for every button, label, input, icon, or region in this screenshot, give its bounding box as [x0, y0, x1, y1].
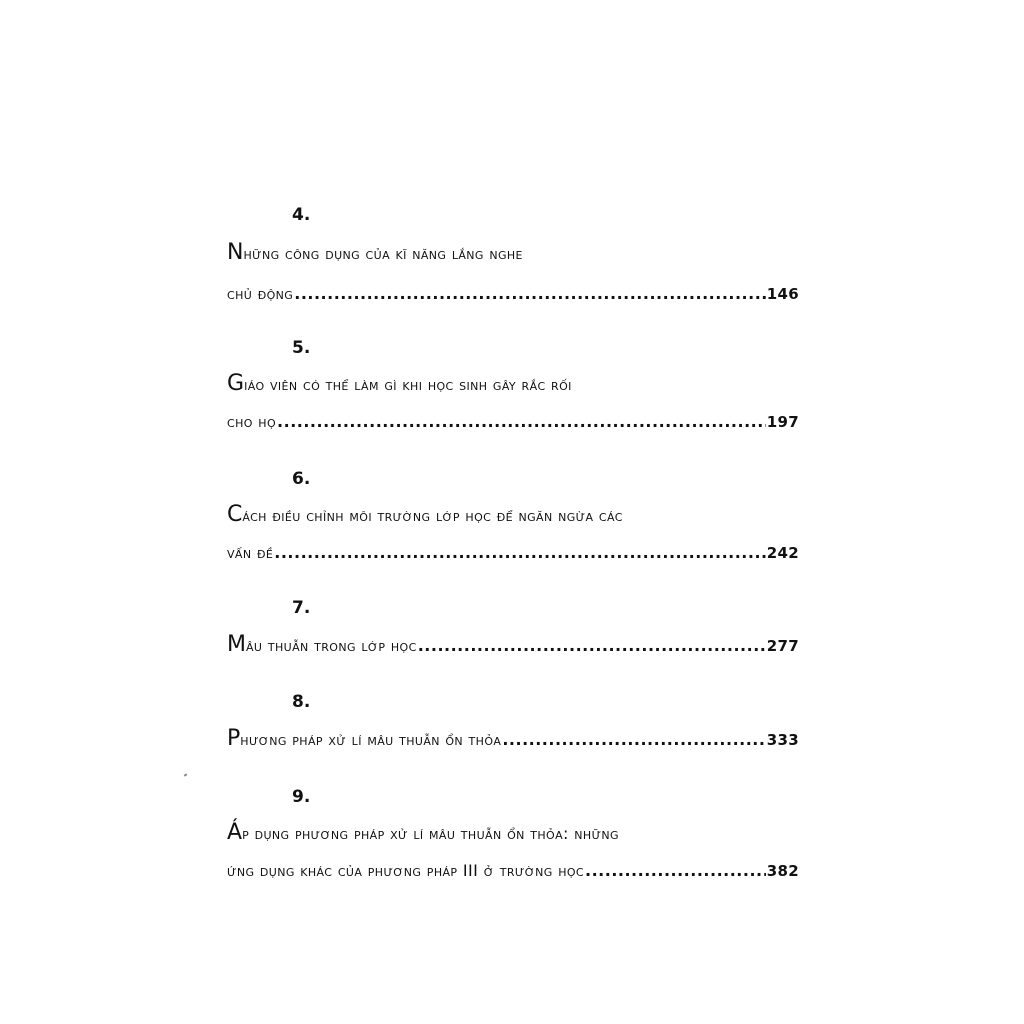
toc-leader-line — [227, 634, 799, 657]
initial-cap: N — [227, 240, 244, 265]
chapter-title-line — [227, 373, 572, 396]
dot-leader — [294, 283, 766, 305]
dot-leader — [502, 729, 765, 751]
toc-leader-line — [227, 411, 799, 433]
chapter-title: Phương pháp xử lí mâu thuẫn ổn thỏa — [227, 726, 502, 751]
chapter-number: 6. — [292, 469, 311, 489]
toc-leader-line — [227, 728, 799, 751]
page-number: 382 — [766, 862, 799, 880]
chapter-number: 8. — [292, 692, 311, 712]
initial-cap: C — [227, 502, 243, 527]
dot-leader — [418, 635, 766, 657]
chapter-number: 5. — [292, 338, 311, 358]
page-number: 333 — [766, 731, 799, 749]
chapter-title-line — [227, 504, 623, 527]
chapter-title-tail: ứng dụng khác của phương pháp III ở trường học — [227, 861, 584, 880]
initial-cap: G — [227, 371, 245, 396]
chapter-title-text: p dụng phương pháp xử lí mâu thuẫn ổn thỏa: những — [242, 824, 619, 843]
chapter-number: 4. — [292, 205, 311, 225]
initial-cap: M — [227, 632, 246, 657]
chapter-title-text: iáo viên có thể làm gì khi học sinh gây rắc rối — [244, 375, 572, 394]
chapter-number: 7. — [292, 598, 311, 618]
chapter-title-text: hững công dụng của kĩ năng lắng nghe — [243, 244, 523, 263]
page-number: 146 — [766, 285, 799, 303]
page-number: 197 — [766, 413, 799, 431]
initial-cap: Á — [227, 820, 243, 845]
scan-speck — [184, 773, 188, 776]
toc-leader-line — [227, 542, 799, 564]
page-number: 242 — [766, 544, 799, 562]
chapter-title-line — [227, 822, 619, 845]
chapter-title-tail: chủ động — [227, 284, 294, 303]
chapter-title-tail: vấn đề — [227, 543, 274, 562]
chapter-title-line — [227, 242, 523, 265]
dot-leader — [277, 411, 766, 433]
chapter-number: 9. — [292, 787, 311, 807]
toc-leader-line — [227, 283, 799, 305]
chapter-title: Mâu thuẫn trong lớp học — [227, 632, 417, 657]
dot-leader — [274, 542, 766, 564]
initial-cap: P — [227, 726, 241, 751]
page-number: 277 — [766, 637, 799, 655]
toc-leader-line — [227, 860, 799, 882]
chapter-title-text: ách điều chỉnh môi trường lớp học để ngăn ngừa các — [242, 506, 623, 525]
chapter-title-tail: cho họ — [227, 412, 277, 431]
dot-leader — [585, 860, 766, 882]
